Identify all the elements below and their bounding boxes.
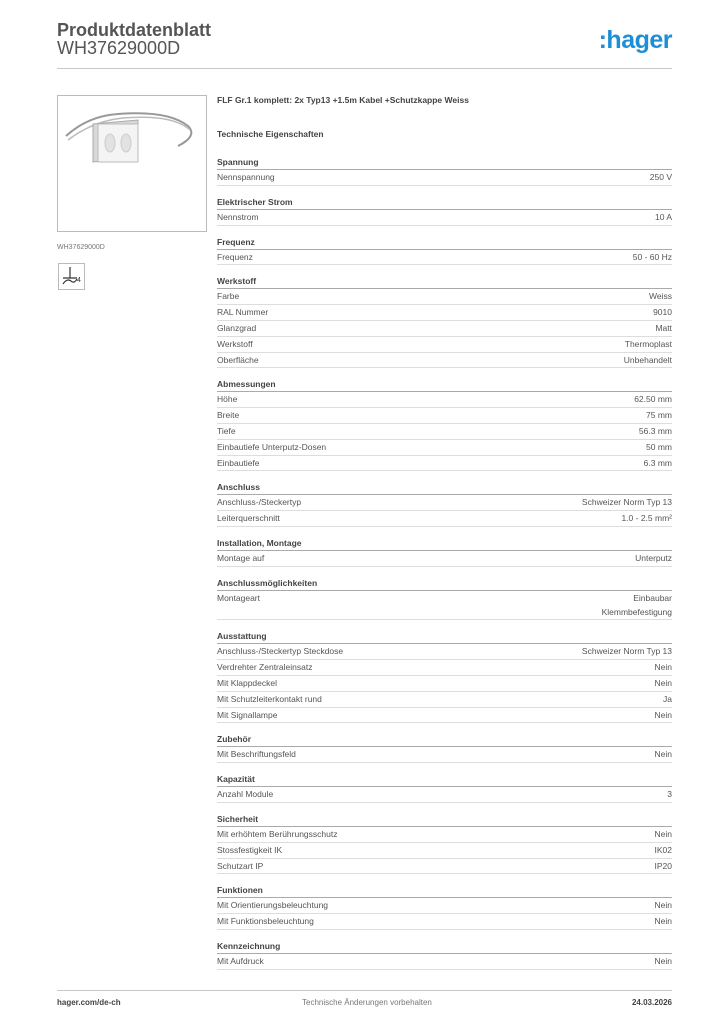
spec-row [217, 551, 672, 567]
spec-section [217, 480, 672, 527]
spec-row [217, 353, 672, 369]
tech-title: Technische Eigenschaften [217, 129, 324, 139]
spec-sections [217, 155, 672, 970]
product-description: FLF Gr.1 komplett: 2x Typ13 +1.5m Kabel +Schutzkappe Weiss [217, 95, 469, 105]
spec-section [217, 536, 672, 567]
spec-value: Unterputz [635, 552, 672, 563]
product-code: WH37629000D [57, 38, 181, 58]
spec-row [217, 898, 672, 914]
spec-label: Breite [217, 410, 240, 421]
hager-logo: :hager [598, 26, 672, 54]
spec-value: 50 - 60 Hz [632, 251, 672, 262]
section-title: Abmessungen [217, 377, 672, 392]
spec-row [217, 843, 672, 859]
spec-row [217, 170, 672, 186]
spec-label: RAL Nummer [217, 307, 269, 318]
spec-row [217, 392, 672, 408]
spec-value: 10 A [654, 211, 672, 222]
spec-value: IK02 [654, 844, 672, 855]
section-title: Sicherheit [217, 812, 672, 827]
spec-row [217, 305, 672, 321]
spec-row [217, 708, 672, 724]
spec-value: 50 mm [646, 441, 672, 452]
spec-row [217, 692, 672, 708]
spec-section [217, 939, 672, 970]
spec-section [217, 883, 672, 930]
symbol-label: 4 [77, 277, 81, 284]
spec-row [217, 954, 672, 970]
spec-row [217, 644, 672, 660]
footer-note: Technische Änderungen vorbehalten [302, 998, 432, 1007]
spec-row [217, 591, 672, 621]
spec-label: Nennspannung [217, 172, 275, 182]
footer-website[interactable]: hager.com/de-ch [57, 998, 121, 1007]
spec-label: Tiefe [217, 425, 236, 436]
socket-image-icon [58, 96, 206, 231]
spec-value: Nein [654, 900, 672, 911]
section-title: Installation, Montage [217, 536, 672, 551]
spec-section [217, 377, 672, 471]
spec-label: Nennstrom [217, 211, 259, 222]
spec-label: Farbe [217, 291, 240, 302]
spec-section [217, 576, 672, 621]
spec-value: 75 mm [646, 410, 672, 421]
spec-row [217, 660, 672, 676]
spec-label: Mit Klappdeckel [217, 677, 278, 688]
spec-section [217, 732, 672, 763]
spec-value: Nein [654, 749, 672, 760]
spec-value: Nein [654, 916, 672, 927]
spec-row [217, 440, 672, 456]
section-title: Frequenz [217, 235, 672, 250]
spec-row [217, 495, 672, 511]
spec-row [217, 827, 672, 843]
spec-row [217, 511, 672, 527]
spec-value: Nein [654, 828, 672, 839]
spec-row [217, 424, 672, 440]
spec-label: Einbautiefe [217, 457, 260, 468]
spec-value: 9010 [653, 307, 672, 318]
spec-value: Nein [654, 955, 672, 966]
spec-label: Mit erhöhtem Berührungsschutz [217, 828, 338, 839]
section-title: Anschlussmöglichkeiten [217, 576, 672, 591]
spec-label: Oberfläche [217, 354, 259, 365]
header-divider [57, 68, 672, 69]
section-title: Ausstattung [217, 629, 672, 644]
page-title: Produktdatenblatt [57, 20, 212, 40]
section-title: Funktionen [217, 883, 672, 898]
image-caption: WH37629000D [57, 244, 105, 251]
footer-divider [57, 990, 672, 991]
spec-row [217, 250, 672, 266]
spec-label: Montage auf [217, 552, 265, 563]
section-title: Spannung [217, 155, 672, 170]
spec-label: Mit Signallampe [217, 709, 278, 720]
spec-row [217, 676, 672, 692]
spec-label: Stossfestigkeit IK [217, 844, 283, 855]
spec-value: Ja [663, 693, 672, 704]
spec-row [217, 456, 672, 472]
spec-label: Montageart [217, 592, 260, 603]
spec-label: Schutzart IP [217, 860, 264, 871]
spec-value: 1.0 - 2.5 mm² [621, 513, 672, 524]
spec-value: Nein [654, 709, 672, 720]
spec-label: Einbautiefe Unterputz-Dosen [217, 441, 327, 452]
spec-section [217, 195, 672, 226]
spec-value: 6.3 mm [643, 457, 672, 468]
spec-label: Höhe [217, 394, 238, 405]
spec-label: Anschluss-/Steckertyp [217, 497, 302, 508]
spec-row [217, 289, 672, 305]
spec-label: Mit Aufdruck [217, 955, 264, 966]
spec-value: Thermoplast [624, 338, 672, 349]
spec-row [217, 408, 672, 424]
section-title: Elektrischer Strom [217, 195, 672, 210]
spec-label: Verdrehter Zentraleinsatz [217, 662, 313, 673]
spec-row [217, 210, 672, 226]
spec-value: 250 V [649, 172, 672, 182]
spec-label: Anschluss-/Steckertyp Steckdose [217, 646, 344, 657]
spec-value: Weiss [649, 291, 672, 302]
spec-section [217, 812, 672, 874]
spec-section [217, 274, 672, 368]
spec-label: Frequenz [217, 251, 253, 262]
spec-row [217, 914, 672, 930]
spec-label: Mit Funktionsbeleuchtung [217, 916, 314, 927]
section-title: Kennzeichnung [217, 939, 672, 954]
spec-value: 62.50 mm [634, 394, 672, 405]
spec-value: 56.3 mm [638, 425, 672, 436]
section-title: Anschluss [217, 480, 672, 495]
spec-value: Nein [654, 677, 672, 688]
spec-label: Glanzgrad [217, 322, 257, 333]
spec-label: Mit Schutzleiterkontakt rund [217, 693, 322, 704]
spec-value: Nein [654, 662, 672, 673]
spec-label: Werkstoff [217, 338, 253, 349]
spec-section [217, 629, 672, 723]
spec-label: Leiterquerschnitt [217, 513, 280, 524]
spec-value: IP20 [654, 860, 672, 871]
spec-value: Einbaubar Klemmbefestigung [601, 592, 672, 617]
spec-row [217, 337, 672, 353]
spec-content [217, 95, 672, 970]
spec-section [217, 235, 672, 266]
spec-section [217, 772, 672, 803]
spec-row [217, 747, 672, 763]
spec-label: Mit Beschriftungsfeld [217, 749, 296, 760]
product-image [57, 95, 207, 232]
spec-row [217, 787, 672, 803]
spec-value: 3 [667, 789, 672, 800]
spec-value: Schweizer Norm Typ 13 [581, 646, 672, 657]
spec-row [217, 321, 672, 337]
spec-row [217, 859, 672, 875]
spec-section [217, 155, 672, 186]
footer-date: 24.03.2026 [631, 998, 672, 1007]
spec-value: Schweizer Norm Typ 13 [581, 497, 672, 508]
spec-label: Mit Orientierungsbeleuchtung [217, 900, 329, 911]
section-title: Kapazität [217, 772, 672, 787]
installation-symbol [58, 263, 85, 290]
spec-label: Anzahl Module [217, 789, 274, 800]
spec-value: Unbehandelt [623, 354, 672, 365]
section-title: Zubehör [217, 732, 672, 747]
spec-value: Matt [655, 322, 672, 333]
section-title: Werkstoff [217, 274, 672, 289]
